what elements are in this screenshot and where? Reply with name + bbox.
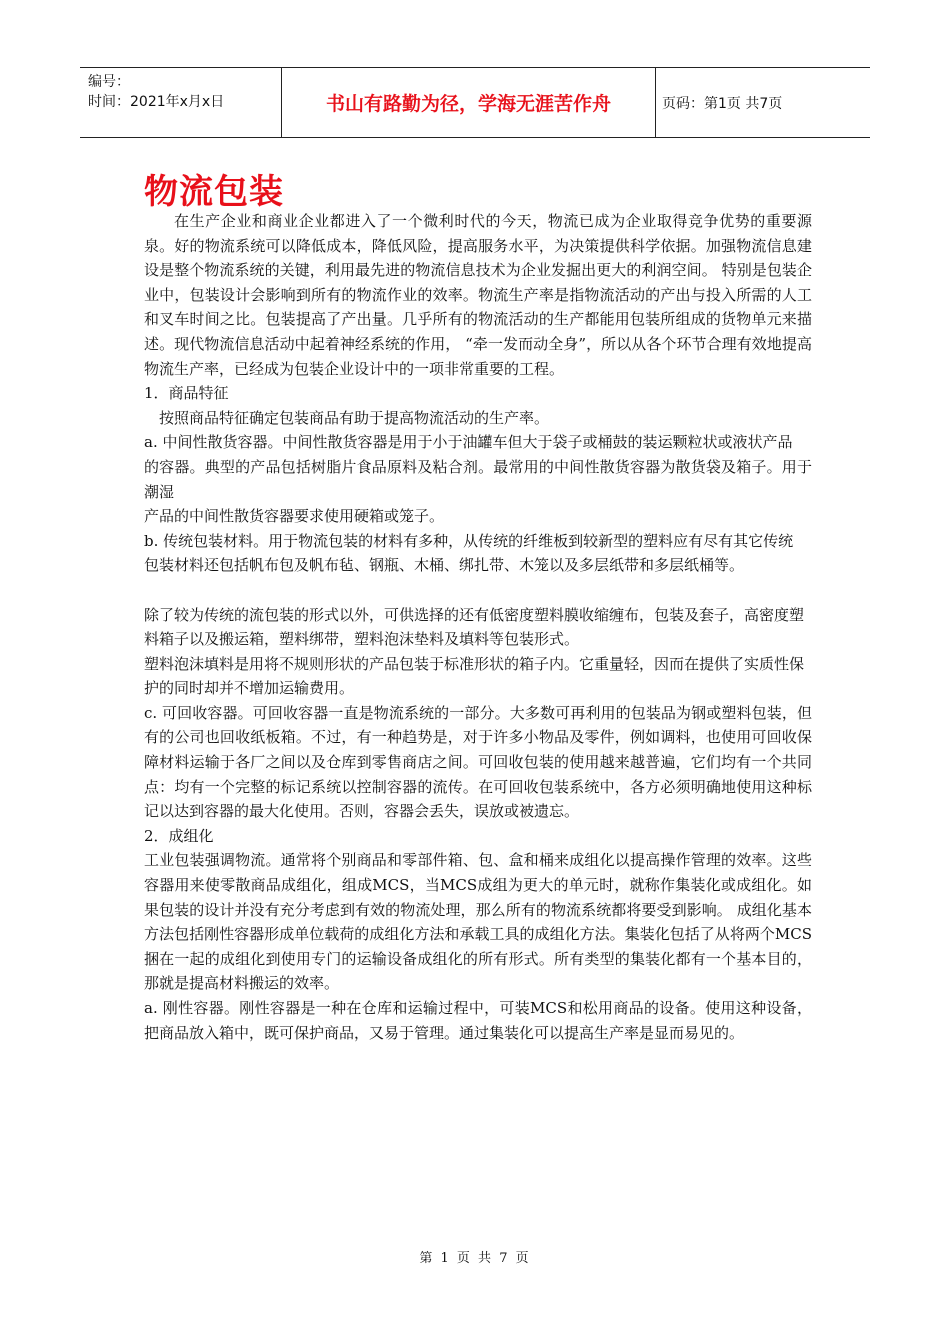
section-heading: 2．成组化 [144, 826, 214, 845]
date-label: 时间：2021年x月x日 [88, 94, 225, 110]
paragraph: 除了较为传统的流包装的形式以外，可供选择的还有低密度塑料膜收缩缠布，包装及套子，高密度塑 [144, 605, 805, 624]
page-footer: 第 1 页 共 7 页 [419, 1251, 531, 1266]
paragraph: c. 可回收容器。可回收容器一直是物流系统的一部分。大多数可再利用的包装品为钢或塑料包装，但有的公司也回收纸板箱。不过，有一种趋势是，对于许多小物品及零件，例如调料，也使用可回收保障材料运输于各厂之间以及仓库到零售商店之间。可回收包装的使用越来越普遍，它们均有一个共同点：均有一个完整的标记系统以控制容器的流传。在可回收包装系统中，各方必须明确地使用这种标记以达到容器的最大化使用。否则，容器会丢失，误放或被遗忘。 [144, 703, 812, 821]
section-heading: 1．商品特征 [144, 384, 229, 403]
paragraph: 工业包装强调物流。通常将个别商品和零部件箱、包、盒和桶来成组化以提高操作管理的效率。这些容器用来使零散商品成组化，组成MCS，当MCS成组为更大的单元时，就称作集装化或成组化。如果包装的设计并没有充分考虑到有效的物流处理，那么所有的物流系统都将要受到影响。 成组化基本方法包括刚性容器形成单位载荷的成组化方法和承载工具的成组化方法。集装化包括了从将两个MCS捆在一起的成组化到使用专门的运输设备成组化的所有形式。所有类型的集装化都有一个基本目的，那就是提高材料搬运的效率。 [144, 851, 812, 993]
paragraph: a. 刚性容器。刚性容器是一种在仓库和运输过程中，可装MCS和松用商品的设备。使用这种设备，把商品放入箱中，既可保护商品，又易于管理。通过集装化可以提高生产率是显而易见的。 [144, 999, 812, 1042]
header-table [80, 67, 870, 138]
header-page-info: 页码：第1页 共7页 [662, 95, 783, 112]
paragraph: 的容器。典型的产品包括树脂片食品原料及粘合剂。最常用的中间性散货容器为散货袋及箱子。用于潮湿 [144, 457, 812, 501]
header-motto: 书山有路勤为径，学海无涯苦作舟 [282, 68, 656, 137]
paragraph: 产品的中间性散货容器要求使用硬箱或笼子。 [144, 507, 445, 526]
paragraph: b. 传统包装材料。用于物流包装的材料有多种，从传统的纤维板到较新型的塑料应有尽有其它传统 [144, 531, 794, 550]
document-body [144, 209, 812, 1045]
paragraph: 包装材料还包括帆布包及帆布毡、钢瓶、木桶、绑扎带、木笼以及多层纸带和多层纸桶等。 [144, 556, 745, 575]
paragraph: a. 中间性散货容器。中间性散货容器是用于小于油罐车但大于袋子或桶鼓的装运颗粒状或液状产品 [144, 433, 793, 452]
paragraph: 护的同时却并不增加运输费用。 [144, 679, 355, 698]
header-meta [80, 68, 282, 137]
code-label: 编号： [88, 74, 130, 90]
paragraph: 按照商品特征确定包装商品有助于提高物流活动的生产率。 [159, 408, 550, 427]
paragraph: 塑料泡沫填料是用将不规则形状的产品包装于标准形状的箱子内。它重量轻，因而在提供了实质性保 [144, 654, 805, 673]
paragraph: 在生产企业和商业企业都进入了一个微利时代的今天，物流已成为企业取得竞争优势的重要源泉。好的物流系统可以降低成本，降低风险，提高服务水平，为决策提供科学依据。加强物流信息建设是整个物流系统的关键，利用最先进的物流信息技术为企业发掘出更大的利润空间。 特别是包装企业中，包装设计会影响到所有的物流作业的效率。物流生产率是指物流活动的产出与投入所需的人工和叉车时间之比。包装提高了产出量。几乎所有的物流活动的生产都能用包装所组成的货物单元来描述。现代物流信息活动中起着神经系统的作用， “牵一发而动全身”，所以从各个环节合理有效地提高物流生产率，已经成为包装企业设计中的一项非常重要的工程。 [144, 212, 812, 378]
blank-line [144, 578, 812, 603]
paragraph: 料箱子以及搬运箱，塑料绑带，塑料泡沫垫料及填料等包装形式。 [144, 630, 580, 649]
document-title: 物流包装 [144, 172, 284, 212]
